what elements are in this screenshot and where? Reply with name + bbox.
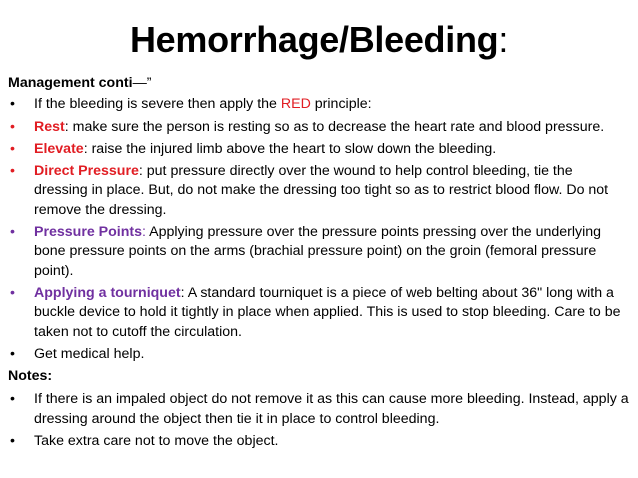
item-term: Elevate (34, 140, 84, 157)
list-item (8, 118, 630, 137)
bullet-icon: • (10, 224, 15, 241)
bullet-icon: • (10, 433, 15, 450)
bullet-icon: • (10, 391, 15, 408)
item-text: principle: (310, 96, 372, 113)
notes-heading-colon: : (47, 368, 53, 385)
item-text: Applying pressure over the pressure points pressing over the underlying bone pressure points on the arms (brachial pressure point) on the groin (femoral pressure point). (34, 224, 602, 279)
item-text: : A standard tourniquet is a piece of web belting about 36" long with a buckle device to hold it tightly in place when applied. This is used to stop bleeding. Care to be taken not to cutoff the circulation. (34, 284, 621, 340)
item-text: Get medical help. (34, 345, 145, 362)
bullet-icon: • (10, 118, 15, 135)
title-text: Hemorrhage/Bleeding (129, 19, 499, 60)
list-item (8, 345, 630, 364)
list-item (8, 284, 630, 342)
management-list (8, 95, 630, 364)
list-item (8, 162, 630, 220)
section-heading (8, 74, 630, 93)
item-text: If the bleeding is severe then apply the (34, 96, 281, 113)
red-highlight: RED (280, 96, 311, 113)
item-term: Rest (34, 118, 65, 135)
bullet-icon: • (10, 345, 15, 362)
item-term-colon: : (142, 224, 146, 241)
notes-list (8, 390, 630, 451)
item-text: : raise the injured limb above the heart to slow down the bleeding. (83, 140, 497, 157)
bullet-icon: • (10, 96, 15, 113)
item-term: Applying a tourniquet (34, 284, 181, 301)
title-colon: : (498, 19, 509, 60)
list-item (8, 95, 630, 114)
slide-body (8, 74, 630, 454)
heading-text: Management conti (8, 75, 133, 91)
slide-title (0, 18, 638, 62)
heading-tail: —” (132, 75, 152, 91)
notes-heading (8, 367, 630, 386)
item-text: : make sure the person is resting so as to decrease the heart rate and blood pressure. (64, 118, 605, 135)
bullet-icon: • (10, 163, 15, 180)
item-term: Pressure Points (34, 224, 143, 241)
note-text: If there is an impaled object do not remove it as this can cause more bleeding. Instead, apply a dressing around the object then tie it in place to control bleeding. (34, 391, 629, 427)
item-text: : put pressure directly over the wound to help control bleeding, tie the dressing in place. But, do not make the dressing too tight so as to restrict blood flow. Do not remove the dressing. (34, 163, 609, 218)
list-item (8, 390, 630, 429)
list-item (8, 223, 630, 281)
item-term: Direct Pressure (34, 163, 139, 180)
list-item (8, 432, 630, 451)
list-item (8, 140, 630, 159)
note-text: Take extra care not to move the object. (34, 433, 279, 450)
bullet-icon: • (10, 284, 15, 301)
notes-heading-text: Notes (8, 368, 48, 385)
bullet-icon: • (10, 140, 15, 157)
